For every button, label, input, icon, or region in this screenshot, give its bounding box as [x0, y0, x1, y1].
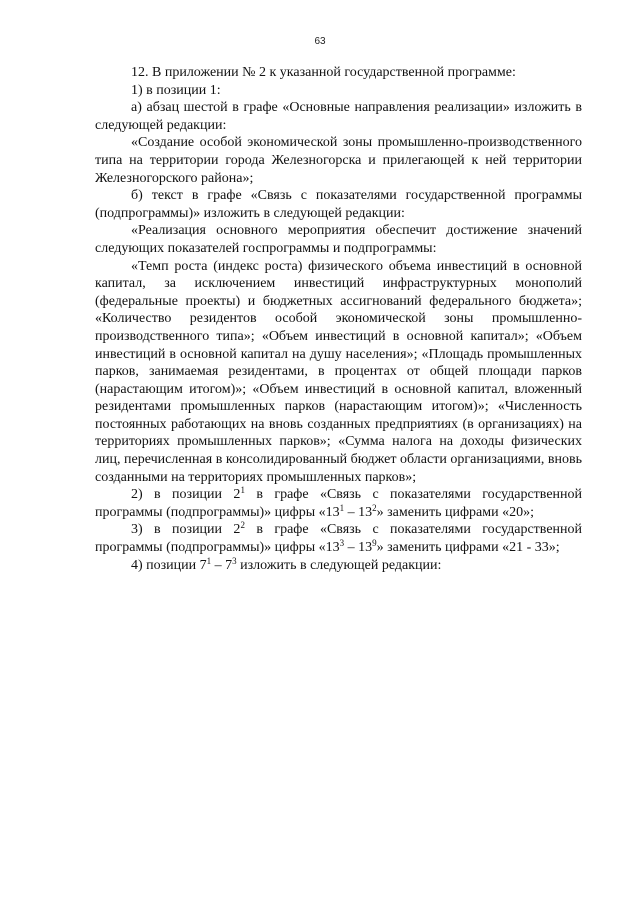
text-run: в графе «Связь с показателями государственной программы (подпрограммы)» цифры «13	[95, 487, 583, 520]
text-run: а) абзац шестой в графе «Основные направления реализации» изложить в следующей редакции:	[95, 100, 582, 133]
paragraph	[95, 486, 582, 521]
paragraph	[95, 187, 582, 222]
text-run: «Темп роста (индекс роста) физического объема инвестиций в основной капитал, за исключением инвестиций инфраструктурных монополий (федеральные проекты) и бюджетных ассигнований федерального бюджета»; «Количество резидентов особой экономической зоны промышленно-производственного типа»; «Объем инвестиций в основной капитал»; «Объем инвестиций в основной капитал на душу населения»; «Площадь промышленных парков, занимаемая резидентами, в процентах от общей площади парков (нарастающим итогом)»; «Объем инвестиций в основной капитал, вложенный резидентами промышленных парков (нарастающим итогом)»; «Численность постоянных работающих на вновь созданных предприятиях (в организациях) на территориях промышленных парков»; «Сумма налога на доходы физических лиц, перечисленная в консолидированный бюджет области организациями, вновь созданными на территориях промышленных парков»;	[95, 258, 582, 485]
page-number: 63	[314, 36, 326, 47]
text-run: б) текст в графе «Связь с показателями государственной программы (подпрограммы)» изложить в следующей редакции:	[95, 188, 582, 221]
paragraph	[95, 64, 582, 82]
text-run: в графе «Связь с показателями государственной программы (подпрограммы)» цифры «13	[95, 522, 583, 556]
superscript: 1	[240, 485, 245, 496]
text-run: «Создание особой экономической зоны промышленно-производственного типа на территории города Железногорска и прилегающей к ней территории Железногорского района»;	[95, 135, 582, 186]
superscript: 3	[232, 555, 237, 566]
paragraph	[95, 521, 582, 556]
text-run: » заменить цифрами «21 - 33»;	[376, 540, 560, 556]
superscript: 2	[372, 502, 377, 513]
text-run: 12. В приложении № 2 к указанной государственной программе:	[131, 65, 516, 80]
superscript: 1	[339, 502, 345, 513]
superscript: 2	[240, 520, 245, 531]
text-run: 1) в позиции 1:	[131, 82, 221, 98]
text-run: – 13	[344, 540, 373, 556]
text-run: «Реализация основного мероприятия обеспечит достижение значений следующих показателей госпрограммы и подпрограммы:	[95, 223, 582, 256]
text-run: » заменить цифрами «20»;	[376, 504, 534, 520]
paragraph	[95, 82, 582, 100]
text-run: 3) в позиции 2	[131, 522, 241, 538]
document-body	[95, 64, 582, 574]
superscript: 1	[206, 555, 212, 566]
text-run: 2) в позиции 2	[131, 487, 241, 503]
superscript: 9	[372, 538, 377, 549]
text-run: – 7	[211, 557, 233, 573]
text-run: изложить в следующей редакции:	[236, 557, 442, 573]
paragraph	[95, 258, 582, 487]
superscript: 3	[339, 538, 345, 549]
paragraph	[95, 99, 582, 134]
text-run: 4) позиции 7	[131, 557, 207, 573]
paragraph	[95, 222, 582, 257]
paragraph	[95, 134, 582, 187]
text-run: – 13	[344, 504, 373, 520]
paragraph	[95, 557, 582, 575]
